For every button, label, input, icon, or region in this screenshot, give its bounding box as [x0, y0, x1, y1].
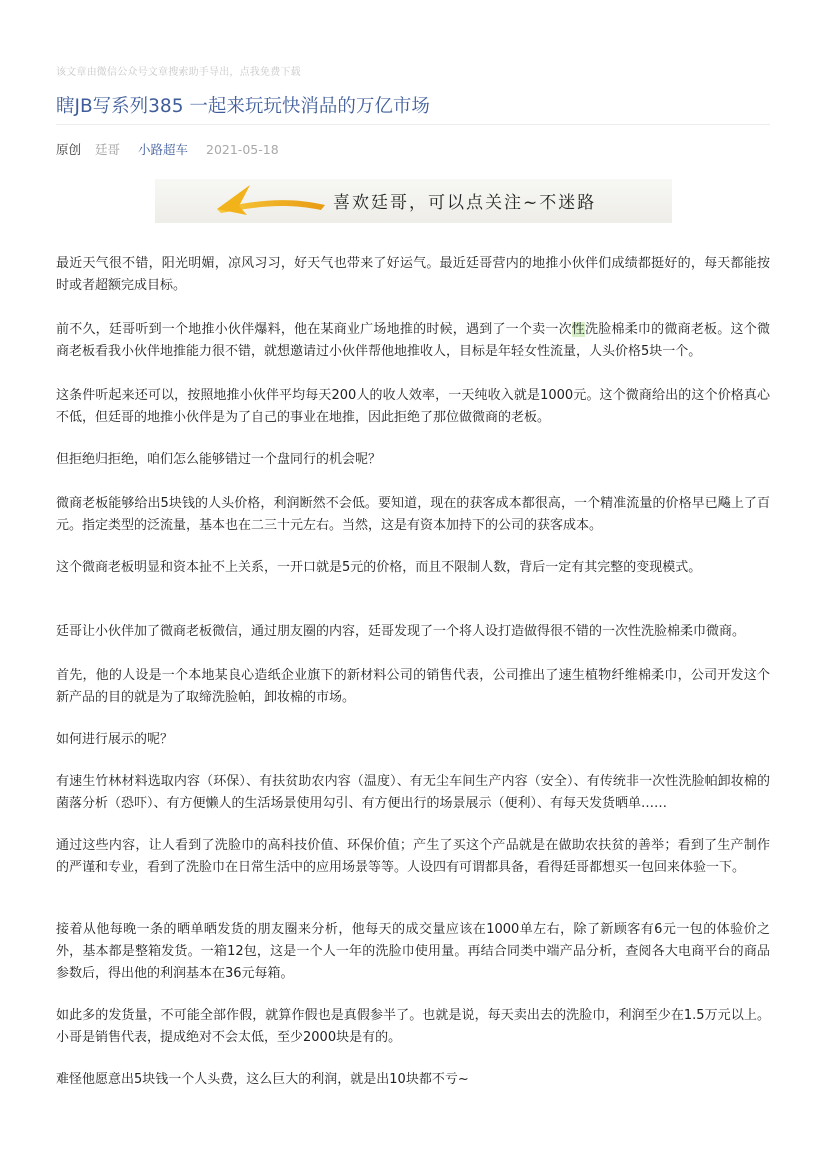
paragraph: 这个微商老板明显和资本扯不上关系，一开口就是5元的价格，而且不限制人数，背后一定有其完整的变现模式。 [56, 560, 702, 575]
paragraph: 最近天气很不错，阳光明媚，凉风习习，好天气也带来了好运气。最近廷哥营内的地推小伙伴们成绩都挺好的，每天都能按时或者超额完成目标。 [56, 256, 770, 293]
follow-banner [155, 179, 672, 223]
paragraph [56, 319, 770, 363]
author-name: 廷哥 [95, 142, 121, 157]
paragraph: 首先，他的人设是一个本地某良心造纸企业旗下的新材料公司的销售代表，公司推出了速生植物纤维棉柔巾，公司开发这个新产品的目的就是为了取缔洗脸帕，卸妆棉的市场。 [56, 668, 770, 705]
publish-date: 2021-05-18 [206, 142, 279, 157]
banner-text: 喜欢廷哥，可以点关注~不迷路 [333, 193, 597, 213]
paragraph: 难怪他愿意出5块钱一个人头费，这么巨大的利润，就是出10块都不亏~ [56, 1072, 469, 1087]
original-tag: 原创 [56, 142, 82, 157]
article-meta [56, 140, 289, 158]
paragraph: 接着从他每晚一条的晒单晒发货的朋友圈来分析，他每天的成交量应该在1000单左右，除了新顾客有6元一包的体验价之外，基本都是整箱发货。一箱12包，这是一个人一年的洗脸巾使用量。再结合同类中端产品分析，查阅各大电商平台的商品参数后，得出他的利润基本在36元每箱。 [56, 922, 770, 981]
paragraph-text: 前不久，廷哥听到一个地推小伙伴爆料，他在某商业广场地推的时候，遇到了一个卖一次 [56, 322, 572, 337]
paragraph: 但拒绝归拒绝，咱们怎么能够错过一个盘同行的机会呢？ [56, 452, 382, 467]
paragraph: 如此多的发货量，不可能全部作假，就算作假也是真假参半了。也就是说，每天卖出去的洗脸巾，利润至少在1.5万元以上。小哥是销售代表，提成绝对不会太低，至少2000块是有的。 [56, 1008, 770, 1045]
paragraph: 廷哥让小伙伴加了微商老板微信，通过朋友圈的内容，廷哥发现了一个将人设打造做得很不错的一次性洗脸棉柔巾微商。 [56, 624, 746, 639]
paragraph: 有速生竹林材料选取内容（环保）、有扶贫助农内容（温度）、有无尘车间生产内容（安全）、有传统非一次性洗脸帕卸妆棉的菌落分析（恐吓）、有方便懒人的生活场景使用勾引、有方便出行的场景展示（便利）、有每天发货晒单…… [56, 774, 770, 811]
paragraph: 通过这些内容，让人看到了洗脸巾的高科技价值、环保价值；产生了买这个产品就是在做助农扶贫的善举；看到了生产制作的严谨和专业，看到了洗脸巾在日常生活中的应用场景等等。人设四有可谓都具备，看得廷哥都想买一包回来体验一下。 [56, 838, 770, 875]
highlighted-char: 性 [571, 322, 586, 337]
title-divider [56, 124, 770, 125]
paragraph-text: 洗脸棉柔巾的微商老板。这个微商老板看我小伙伴地推能力很不错，就想邀请过小伙伴帮他地推收人，目标是年轻女性流量，人头价格5块一个。 [56, 322, 770, 359]
paragraph: 微商老板能够给出5块钱的人头价格，利润断然不会低。要知道，现在的获客成本都很高，一个精准流量的价格早已飚上了百元。指定类型的泛流量，基本也在二三十元左右。当然，这是有资本加持下的公司的获客成本。 [56, 496, 770, 533]
paragraph: 如何进行展示的呢？ [56, 732, 174, 747]
export-note-link[interactable]: 该文章由微信公众号文章搜索助手导出，点我免费下载 [56, 67, 301, 78]
account-name-link[interactable]: 小路超车 [138, 142, 189, 157]
article-body [56, 253, 770, 1091]
article-title: 瞎JB写系列385 一起来玩玩快消品的万亿市场 [56, 96, 430, 117]
paragraph: 这条件听起来还可以，按照地推小伙伴平均每天200人的收人效率，一天纯收入就是1000元。这个微商给出的这个价格真心不低，但廷哥的地推小伙伴是为了自己的事业在地推，因此拒绝了那位做微商的老板。 [56, 388, 770, 425]
